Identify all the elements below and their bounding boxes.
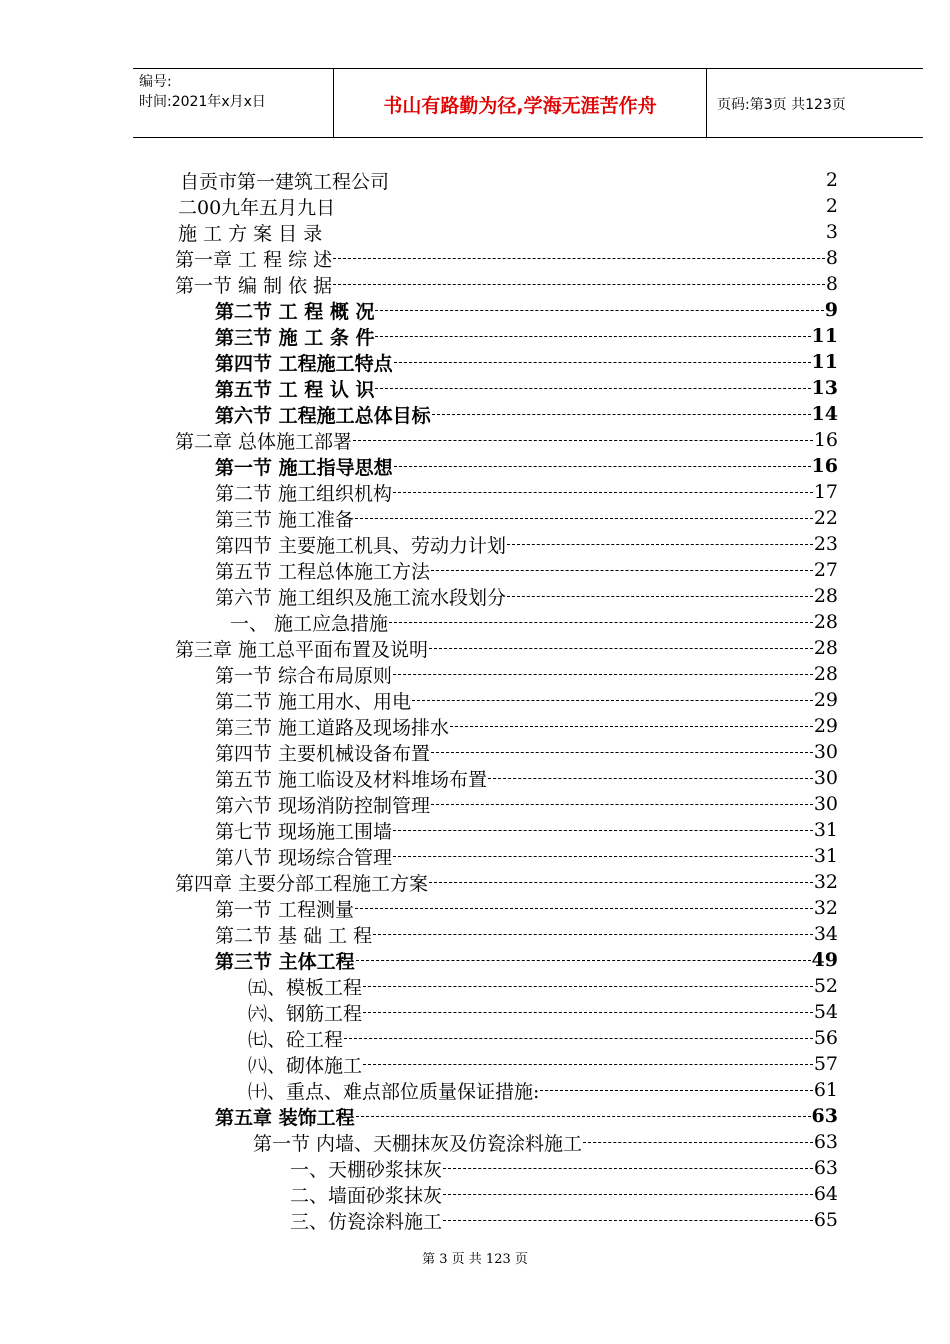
toc-entry (215, 817, 838, 843)
toc-dash-leader (344, 1025, 813, 1051)
toc-dash-leader (389, 609, 813, 635)
toc-entry-title: ㈤、模板工程 (248, 976, 363, 999)
toc-entry-title: 第二节 施工用水、用电 (215, 690, 412, 713)
toc-entry-page-number: 22 (813, 507, 838, 529)
toc-entry-title: 第三节 施工道路及现场排水 (215, 716, 450, 739)
toc-entry-page-number: 11 (811, 325, 838, 347)
toc-entry-title: 第一节 工程测量 (215, 898, 355, 921)
toc-dash-leader (583, 1129, 813, 1155)
toc-entry-page-number: 61 (813, 1079, 838, 1101)
toc-entry-page-number: 65 (813, 1209, 838, 1231)
toc-dash-leader (375, 375, 810, 401)
toc-entry-page-number: 2 (825, 195, 838, 217)
toc-dash-leader (450, 713, 813, 739)
toc-entry (175, 245, 838, 271)
toc-dash-leader (443, 1207, 813, 1233)
toc-entry (215, 323, 838, 349)
toc-entry-title: 第六节 施工组织及施工流水段划分 (215, 586, 507, 609)
toc-entry (248, 1051, 838, 1077)
toc-entry-page-number: 16 (811, 455, 838, 477)
toc-entry-page-number: 57 (813, 1053, 838, 1075)
toc-entry (248, 1077, 838, 1103)
header-motto: 书山有路勤为径,学海无涯苦作舟 (383, 95, 657, 117)
toc-entry-title: ㈧、砌体施工 (248, 1054, 363, 1077)
toc-entry-title: 第七节 现场施工围墙 (215, 820, 393, 843)
toc-entry-title: 第一节 施工指导思想 (215, 456, 393, 479)
toc-entry (290, 1181, 838, 1207)
toc-entry-title: 第一章 工 程 综 述 (175, 248, 333, 271)
header-meta-cell (133, 69, 334, 137)
toc-entry (215, 739, 838, 765)
document-number-label: 编号: (139, 74, 172, 90)
toc-entry-page-number: 9 (824, 299, 838, 321)
toc-entry-title: 三、仿瓷涂料施工 (290, 1210, 443, 1233)
toc-dash-leader (431, 739, 813, 765)
toc-entry (248, 1025, 838, 1051)
toc-dash-leader (393, 661, 813, 687)
toc-entry-title: 第一节 内墙、天棚抹灰及仿瓷涂料施工 (253, 1132, 583, 1155)
toc-dash-leader (429, 869, 813, 895)
toc-entry (215, 479, 838, 505)
toc-entry-title: 一、天棚砂浆抹灰 (290, 1158, 443, 1181)
toc-entry (215, 687, 838, 713)
toc-dash-leader (507, 583, 813, 609)
toc-entry-page-number: 3 (825, 221, 838, 243)
toc-entry-title: ㈥、钢筋工程 (248, 1002, 363, 1025)
page-footer: 第 3 页 共 123 页 (422, 1252, 528, 1267)
toc-dash-leader (507, 531, 813, 557)
toc-entry-title: 第二节 工 程 概 况 (215, 300, 375, 323)
toc-entry-page-number: 30 (813, 767, 838, 789)
toc-entry-page-number: 17 (813, 481, 838, 503)
toc-entry (175, 271, 838, 297)
toc-entry-page-number: 34 (813, 923, 838, 945)
toc-dash-leader (355, 895, 813, 921)
toc-entry (215, 453, 838, 479)
toc-entry (215, 401, 838, 427)
toc-dash-leader (375, 323, 810, 349)
toc-entry-page-number: 30 (813, 741, 838, 763)
toc-entry (215, 921, 838, 947)
toc-entry-page-number: 52 (813, 975, 838, 997)
toc-entry-title: 第六节 现场消防控制管理 (215, 794, 431, 817)
toc-dash-leader (394, 349, 811, 375)
toc-dash-leader (323, 219, 825, 245)
toc-entry (215, 765, 838, 791)
toc-entry-title: 第三节 主体工程 (215, 950, 355, 973)
toc-dash-leader (393, 479, 813, 505)
toc-entry (248, 999, 838, 1025)
toc-dash-leader (488, 765, 813, 791)
toc-entry-title: 第五节 施工临设及材料堆场布置 (215, 768, 488, 791)
toc-entry (215, 843, 838, 869)
toc-entry (290, 1155, 838, 1181)
toc-dash-leader (431, 557, 813, 583)
toc-entry (215, 297, 838, 323)
toc-entry-title: 一、 施工应急措施 (230, 612, 389, 635)
toc-entry (290, 1207, 838, 1233)
toc-entry-page-number: 28 (813, 611, 838, 633)
toc-dash-leader (393, 817, 813, 843)
toc-entry-title: 第五节 工程总体施工方法 (215, 560, 431, 583)
toc-entry (215, 349, 838, 375)
toc-entry-page-number: 30 (813, 793, 838, 815)
toc-dash-leader (394, 453, 811, 479)
toc-entry (215, 583, 838, 609)
toc-entry-page-number: 63 (813, 1157, 838, 1179)
toc-entry (175, 635, 838, 661)
toc-dash-leader (431, 791, 813, 817)
toc-entry-title: 第五节 工 程 认 识 (215, 378, 375, 401)
toc-entry-title: 第一节 综合布局原则 (215, 664, 393, 687)
toc-entry (215, 375, 838, 401)
toc-entry-title: 第四节 主要机械设备布置 (215, 742, 431, 765)
toc-entry-title: 第四节 工程施工特点 (215, 352, 393, 375)
toc-entry-title: 第四节 主要施工机具、劳动力计划 (215, 534, 507, 557)
toc-entry-page-number: 63 (811, 1105, 838, 1127)
toc-entry-page-number: 29 (813, 715, 838, 737)
toc-entry-title: 第三节 施工准备 (215, 508, 355, 531)
toc-dash-leader (336, 193, 825, 219)
toc-entry (215, 661, 838, 687)
toc-dash-leader (375, 297, 823, 323)
page-header (133, 68, 923, 138)
toc-entry-title: 自贡市第一建筑工程公司 (180, 170, 390, 193)
toc-dash-leader (353, 427, 813, 453)
toc-entry-title: 二、墙面砂浆抹灰 (290, 1184, 443, 1207)
toc-dash-leader (363, 1051, 813, 1077)
toc-entry (178, 219, 838, 245)
toc-entry-page-number: 28 (813, 585, 838, 607)
toc-dash-leader (432, 401, 811, 427)
toc-entry (215, 505, 838, 531)
toc-dash-leader (355, 505, 813, 531)
toc-entry-title: 第一节 编 制 依 据 (175, 274, 333, 297)
toc-entry (215, 531, 838, 557)
toc-dash-leader (443, 1181, 813, 1207)
header-page-cell (707, 69, 923, 137)
toc-entry (230, 609, 838, 635)
toc-entry-title: 第二节 基 础 工 程 (215, 924, 373, 947)
toc-dash-leader (373, 921, 813, 947)
toc-entry-page-number: 32 (813, 871, 838, 893)
toc-dash-leader (356, 947, 811, 973)
header-motto-cell (334, 69, 707, 137)
toc-entry (175, 869, 838, 895)
toc-entry-page-number: 2 (825, 169, 838, 191)
toc-entry-page-number: 49 (811, 949, 838, 971)
toc-dash-leader (333, 245, 825, 271)
toc-dash-leader (390, 167, 825, 193)
toc-entry-title: 施 工 方 案 目 录 (178, 222, 323, 245)
toc-entry-page-number: 29 (813, 689, 838, 711)
toc-entry (180, 167, 838, 193)
toc-entry (215, 791, 838, 817)
toc-entry-title: 第五章 装饰工程 (215, 1106, 355, 1129)
toc-entry-page-number: 28 (813, 637, 838, 659)
toc-entry-title: ㈦、砼工程 (248, 1028, 344, 1051)
toc-entry-title: 第四章 主要分部工程施工方案 (175, 872, 429, 895)
toc-entry-page-number: 32 (813, 897, 838, 919)
toc-dash-leader (333, 271, 825, 297)
toc-entry-page-number: 13 (811, 377, 838, 399)
toc-dash-leader (540, 1077, 812, 1103)
header-page-info: 页码:第3页 共123页 (717, 97, 846, 113)
toc-dash-leader (363, 973, 813, 999)
toc-entry (215, 895, 838, 921)
toc-entry-title: 第三章 施工总平面布置及说明 (175, 638, 429, 661)
toc-entry-page-number: 63 (813, 1131, 838, 1153)
toc-entry-title: 二00九年五月九日 (178, 196, 336, 219)
toc-entry-page-number: 54 (813, 1001, 838, 1023)
toc-dash-leader (356, 1103, 811, 1129)
toc-entry-page-number: 11 (811, 351, 838, 373)
toc-entry-page-number: 28 (813, 663, 838, 685)
toc-entry-title: 第六节 工程施工总体目标 (215, 404, 431, 427)
toc-entry-title: 第二节 施工组织机构 (215, 482, 393, 505)
toc-entry-page-number: 23 (813, 533, 838, 555)
toc-dash-leader (363, 999, 813, 1025)
toc-entry-page-number: 27 (813, 559, 838, 581)
toc-entry-page-number: 56 (813, 1027, 838, 1049)
toc-entry (215, 557, 838, 583)
toc-entry-page-number: 14 (811, 403, 838, 425)
toc-entry (215, 947, 838, 973)
toc-entry-page-number: 8 (825, 247, 838, 269)
toc-entry-page-number: 8 (825, 273, 838, 295)
toc-entry-page-number: 16 (813, 429, 838, 451)
toc-entry-page-number: 31 (813, 845, 838, 867)
toc-entry-title: 第二章 总体施工部署 (175, 430, 353, 453)
toc-dash-leader (443, 1155, 813, 1181)
toc-entry-title: ㈩、重点、难点部位质量保证措施: (248, 1080, 540, 1103)
toc-dash-leader (429, 635, 813, 661)
toc-entry (215, 713, 838, 739)
toc-entry (248, 973, 838, 999)
toc-entry-title: 第八节 现场综合管理 (215, 846, 393, 869)
toc-entry (215, 1103, 838, 1129)
toc-dash-leader (412, 687, 813, 713)
toc-entry (178, 193, 838, 219)
toc-dash-leader (393, 843, 813, 869)
toc-entry-page-number: 64 (813, 1183, 838, 1205)
toc-entry (253, 1129, 838, 1155)
document-time-label: 时间:2021年x月x日 (139, 94, 266, 110)
toc-entry-title: 第三节 施 工 条 件 (215, 326, 375, 349)
toc-entry (175, 427, 838, 453)
toc-entry-page-number: 31 (813, 819, 838, 841)
